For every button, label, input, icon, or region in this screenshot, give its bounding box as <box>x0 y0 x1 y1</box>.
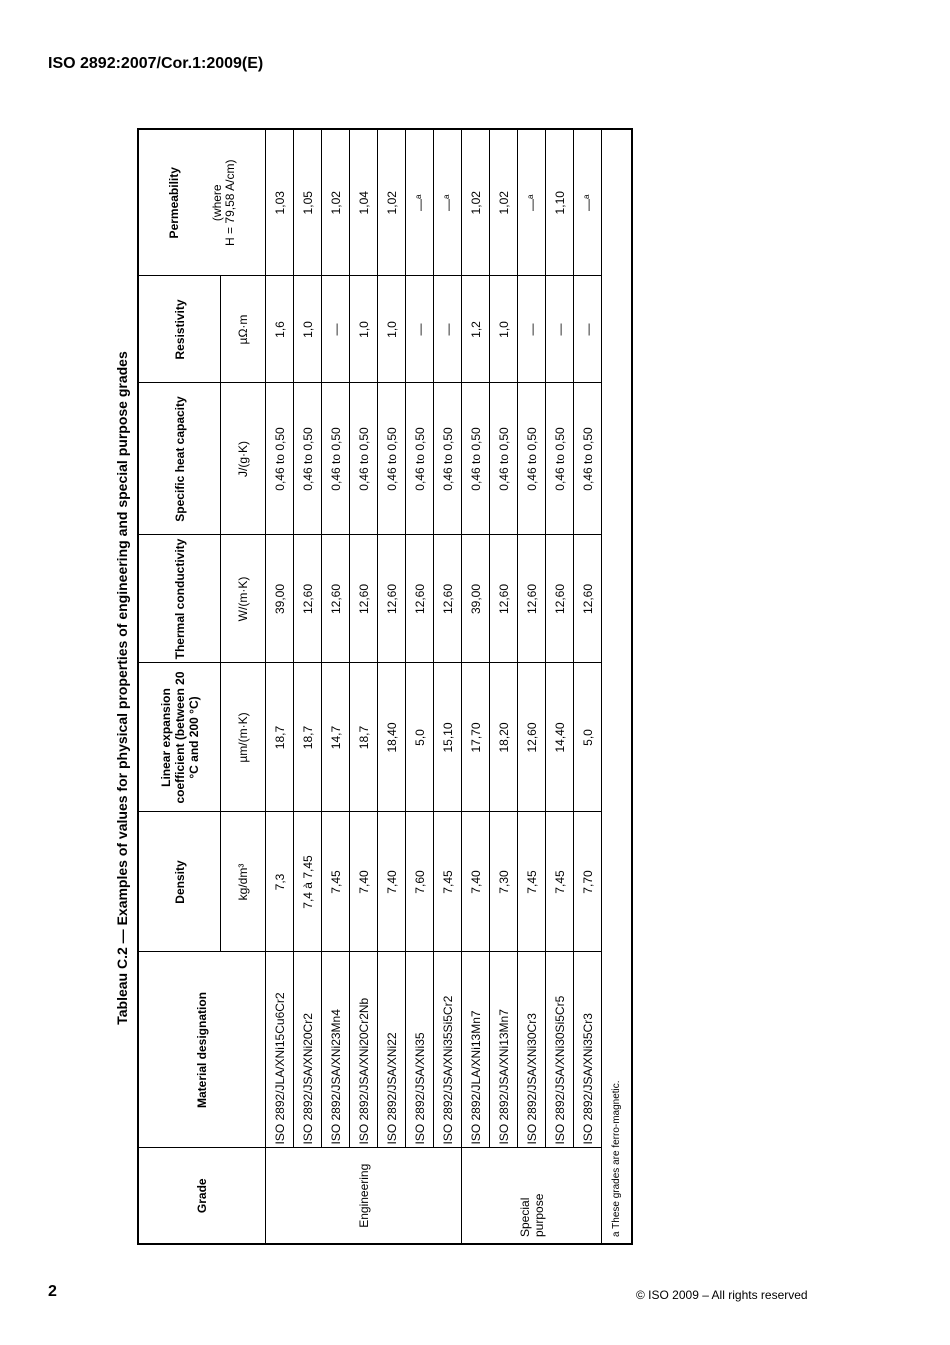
cell-resistivity: — <box>574 276 602 383</box>
header-material: Material designation <box>138 952 266 1148</box>
cell-thermal: 12,60 <box>322 535 350 663</box>
cell-density: 7,40 <box>378 812 406 952</box>
cell-heat: 0,46 to 0,50 <box>322 383 350 535</box>
cell-material: ISO 2892/JLA/XNi13Mn7 <box>462 952 490 1148</box>
cell-resistivity: 1,0 <box>294 276 322 383</box>
cell-resistivity: 1,2 <box>462 276 490 383</box>
cell-material: ISO 2892/JSA/XNi13Mn7 <box>490 952 518 1148</box>
cell-permeability: 1,02 <box>322 129 350 276</box>
cell-material: ISO 2892/JSA/XNi30Cr3 <box>518 952 546 1148</box>
document-header: ISO 2892:2007/Cor.1:2009(E) <box>48 55 264 72</box>
cell-linear-expansion: 18,7 <box>350 663 378 812</box>
cell-heat: 0,46 to 0,50 <box>546 383 574 535</box>
cell-linear-expansion: 17,70 <box>462 663 490 812</box>
cell-material: ISO 2892/JSA/XNi23Mn4 <box>322 952 350 1148</box>
table-row <box>294 129 322 1244</box>
cell-thermal: 39,00 <box>462 535 490 663</box>
unit-permeability-line2: H = 79,58 A/cm) <box>223 159 237 246</box>
header-permeability-label: Permeability <box>167 167 181 239</box>
cell-heat: 0,46 to 0,50 <box>266 383 294 535</box>
cell-heat: 0,46 to 0,50 <box>490 383 518 535</box>
cell-material: ISO 2892/JSA/XNi22 <box>378 952 406 1148</box>
cell-thermal: 12,60 <box>574 535 602 663</box>
cell-heat: 0,46 to 0,50 <box>434 383 462 535</box>
unit-density: kg/dm³ <box>221 812 266 952</box>
cell-linear-expansion: 18,40 <box>378 663 406 812</box>
cell-density: 7,4 à 7,45 <box>294 812 322 952</box>
cell-thermal: 12,60 <box>546 535 574 663</box>
cell-material: ISO 2892/JLA/XNi15Cu6Cr2 <box>266 952 294 1148</box>
cell-resistivity: 1,0 <box>378 276 406 383</box>
cell-resistivity: — <box>518 276 546 383</box>
cell-permeability: —ᵃ <box>574 129 602 276</box>
cell-linear-expansion: 18,20 <box>490 663 518 812</box>
cell-resistivity: — <box>406 276 434 383</box>
cell-density: 7,45 <box>434 812 462 952</box>
cell-density: 7,45 <box>518 812 546 952</box>
cell-heat: 0,46 to 0,50 <box>574 383 602 535</box>
cell-density: 7,3 <box>266 812 294 952</box>
cell-material: ISO 2892/JSA/XNi35Cr3 <box>574 952 602 1148</box>
page-number: 2 <box>48 1283 57 1300</box>
cell-permeability: 1,02 <box>378 129 406 276</box>
cell-permeability: 1,05 <box>294 129 322 276</box>
cell-heat: 0,46 to 0,50 <box>294 383 322 535</box>
table-row <box>490 129 518 1244</box>
table-row <box>546 129 574 1244</box>
cell-material: ISO 2892/JSA/XNi20Cr2 <box>294 952 322 1148</box>
cell-permeability: 1,04 <box>350 129 378 276</box>
cell-permeability: —ᵃ <box>434 129 462 276</box>
cell-resistivity: 1,6 <box>266 276 294 383</box>
table-row <box>350 129 378 1244</box>
table-row <box>574 129 602 1244</box>
cell-resistivity: — <box>322 276 350 383</box>
table-footnote: a These grades are ferro-magnetic. <box>602 129 633 1244</box>
cell-material: ISO 2892/JSA/XNi20Cr2Nb <box>350 952 378 1148</box>
cell-resistivity: 1,0 <box>350 276 378 383</box>
cell-density: 7,40 <box>462 812 490 952</box>
copyright-notice: © ISO 2009 – All rights reserved <box>636 1288 808 1302</box>
unit-heat: J/(g·K) <box>221 383 266 535</box>
table-container <box>137 130 635 1245</box>
cell-heat: 0,46 to 0,50 <box>462 383 490 535</box>
cell-linear-expansion: 15,10 <box>434 663 462 812</box>
cell-thermal: 12,60 <box>490 535 518 663</box>
rotated-table-frame <box>137 130 635 1245</box>
header-heat: Specific heat capacity <box>138 383 221 535</box>
cell-thermal: 39,00 <box>266 535 294 663</box>
cell-density: 7,45 <box>546 812 574 952</box>
cell-material: ISO 2892/JSA/XNi35Si5Cr2 <box>434 952 462 1148</box>
cell-linear-expansion: 18,7 <box>266 663 294 812</box>
cell-permeability: —ᵃ <box>406 129 434 276</box>
cell-heat: 0,46 to 0,50 <box>350 383 378 535</box>
table-footnote-row <box>602 129 633 1244</box>
header-permeability <box>138 129 266 276</box>
cell-permeability: 1,02 <box>462 129 490 276</box>
group-engineering: Engineering <box>266 1148 462 1244</box>
cell-heat: 0,46 to 0,50 <box>406 383 434 535</box>
cell-permeability: 1,10 <box>546 129 574 276</box>
cell-density: 7,30 <box>490 812 518 952</box>
cell-thermal: 12,60 <box>406 535 434 663</box>
table-row <box>322 129 350 1244</box>
table-row <box>434 129 462 1244</box>
cell-thermal: 12,60 <box>434 535 462 663</box>
cell-thermal: 12,60 <box>350 535 378 663</box>
cell-linear-expansion: 14,7 <box>322 663 350 812</box>
cell-heat: 0,46 to 0,50 <box>518 383 546 535</box>
cell-material: ISO 2892/JSA/XNi30Si5Cr5 <box>546 952 574 1148</box>
cell-linear-expansion: 18,7 <box>294 663 322 812</box>
table-row <box>378 129 406 1244</box>
unit-thermal: W/(m·K) <box>221 535 266 663</box>
cell-resistivity: 1,0 <box>490 276 518 383</box>
cell-linear-expansion: 12,60 <box>518 663 546 812</box>
header-thermal: Thermal conductivity <box>138 535 221 663</box>
table-row <box>266 129 294 1244</box>
cell-density: 7,40 <box>350 812 378 952</box>
cell-resistivity: — <box>546 276 574 383</box>
table-row <box>406 129 434 1244</box>
cell-density: 7,45 <box>322 812 350 952</box>
cell-thermal: 12,60 <box>518 535 546 663</box>
unit-permeability-line1: (where <box>210 184 224 222</box>
cell-thermal: 12,60 <box>294 535 322 663</box>
header-resistivity: Resistivity <box>138 276 221 383</box>
cell-permeability: —ᵃ <box>518 129 546 276</box>
cell-linear-expansion: 14,40 <box>546 663 574 812</box>
cell-resistivity: — <box>434 276 462 383</box>
cell-permeability: 1,02 <box>490 129 518 276</box>
table-row <box>462 129 490 1244</box>
cell-density: 7,70 <box>574 812 602 952</box>
cell-density: 7,60 <box>406 812 434 952</box>
cell-linear-expansion: 5,0 <box>406 663 434 812</box>
cell-heat: 0,46 to 0,50 <box>378 383 406 535</box>
cell-material: ISO 2892/JSA/XNi35 <box>406 952 434 1148</box>
cell-permeability: 1,03 <box>266 129 294 276</box>
cell-thermal: 12,60 <box>378 535 406 663</box>
unit-linear-expansion: µm/(m·K) <box>221 663 266 812</box>
header-linear-expansion: Linear expansion coefficient (between 20 °C and 200 °C) <box>138 663 221 812</box>
properties-table <box>137 128 633 1245</box>
table-caption-container <box>108 130 136 1245</box>
header-grade: Grade <box>138 1148 266 1244</box>
unit-resistivity: µΩ·m <box>221 276 266 383</box>
group-special-purpose <box>462 1148 602 1244</box>
header-density: Density <box>138 812 221 952</box>
group-special-purpose-label: Special purpose <box>517 1193 546 1237</box>
cell-linear-expansion: 5,0 <box>574 663 602 812</box>
table-caption: Tableau C.2 — Examples of values for physical properties of engineering and special purpose grades <box>114 350 130 1025</box>
table-row <box>518 129 546 1244</box>
